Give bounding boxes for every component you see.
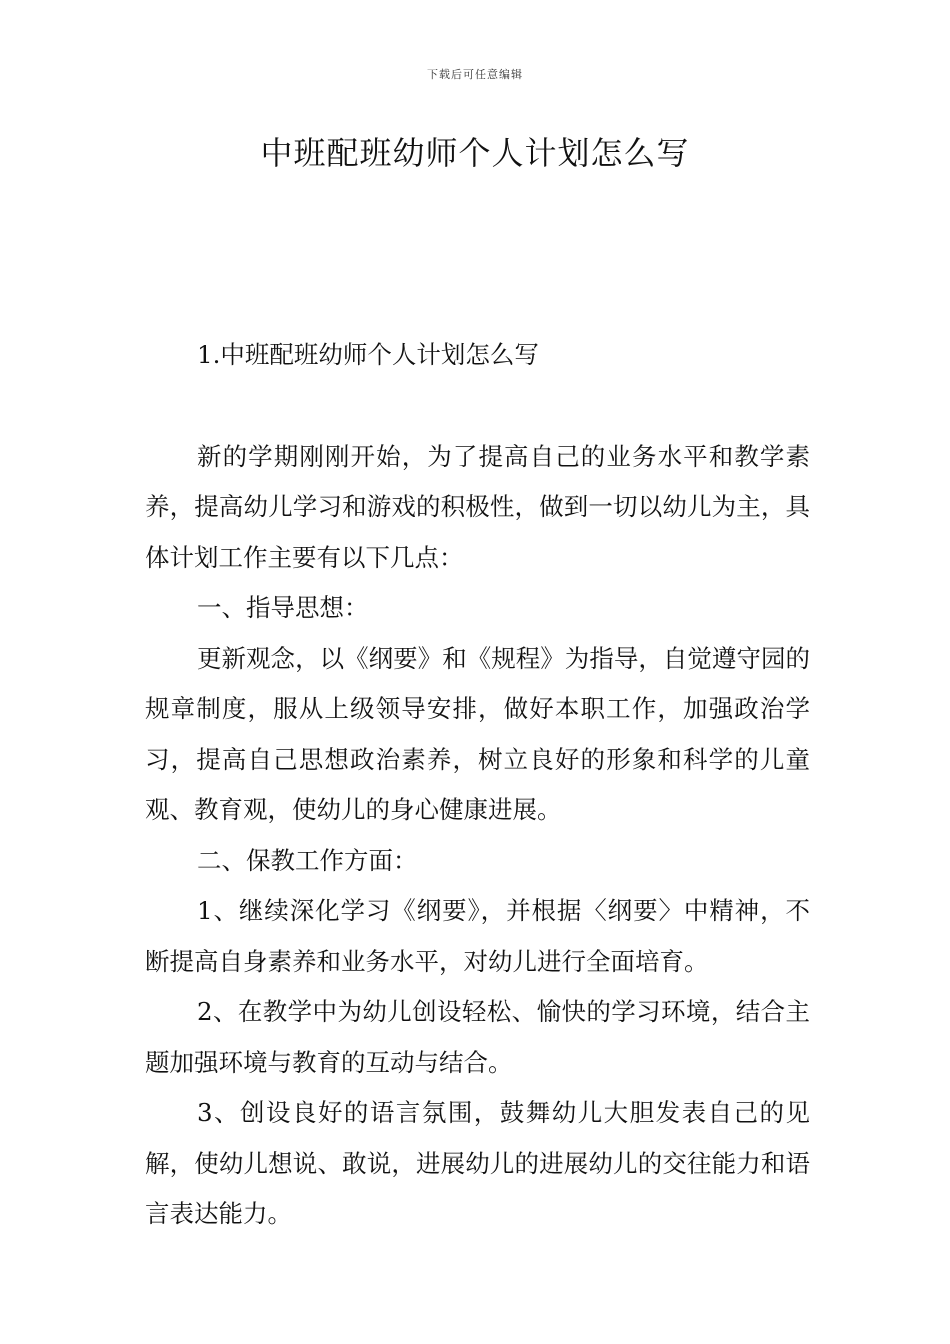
paragraph-item-2: 2、在教学中为幼儿创设轻松、愉快的学习环境，结合主题加强环境与教育的互动与结合。 (145, 997, 810, 1077)
section-heading: 1.中班配班幼师个人计划怎么写 (197, 340, 539, 369)
paragraph-heading-care-education: 二、保教工作方面： (197, 845, 418, 875)
paragraph-heading-guiding-thought: 一、指导思想： (197, 593, 369, 622)
document-body (145, 330, 810, 1240)
paragraph-intro: 新的学期刚刚开始，为了提高自己的业务水平和教学素养，提高幼儿学习和游戏的积极性，做到一切以幼儿为主，具体计划工作主要有以下几点： (145, 441, 810, 572)
header-note: 下载后可任意编辑 (427, 68, 523, 81)
paragraph-item-3: 3、创设良好的语言氛围，鼓舞幼儿大胆发表自己的见解，使幼儿想说、敢说，进展幼儿的进展幼儿的交往能力和语言表达能力。 (145, 1098, 810, 1228)
document-title: 中班配班幼师个人计划怎么写 (260, 134, 690, 172)
paragraph-item-1: 1、继续深化学习《纲要》，并根据〈纲要〉中精神，不断提高自身素养和业务水平，对幼儿进行全面培育。 (145, 896, 810, 976)
paragraph-guiding-thought: 更新观念，以《纲要》和《规程》为指导，自觉遵守园的规章制度，服从上级领导安排，做好本职工作，加强政治学习，提高自己思想政治素养，树立良好的形象和科学的儿童观、教育观，使幼儿的身心健康进展。 (145, 643, 810, 824)
